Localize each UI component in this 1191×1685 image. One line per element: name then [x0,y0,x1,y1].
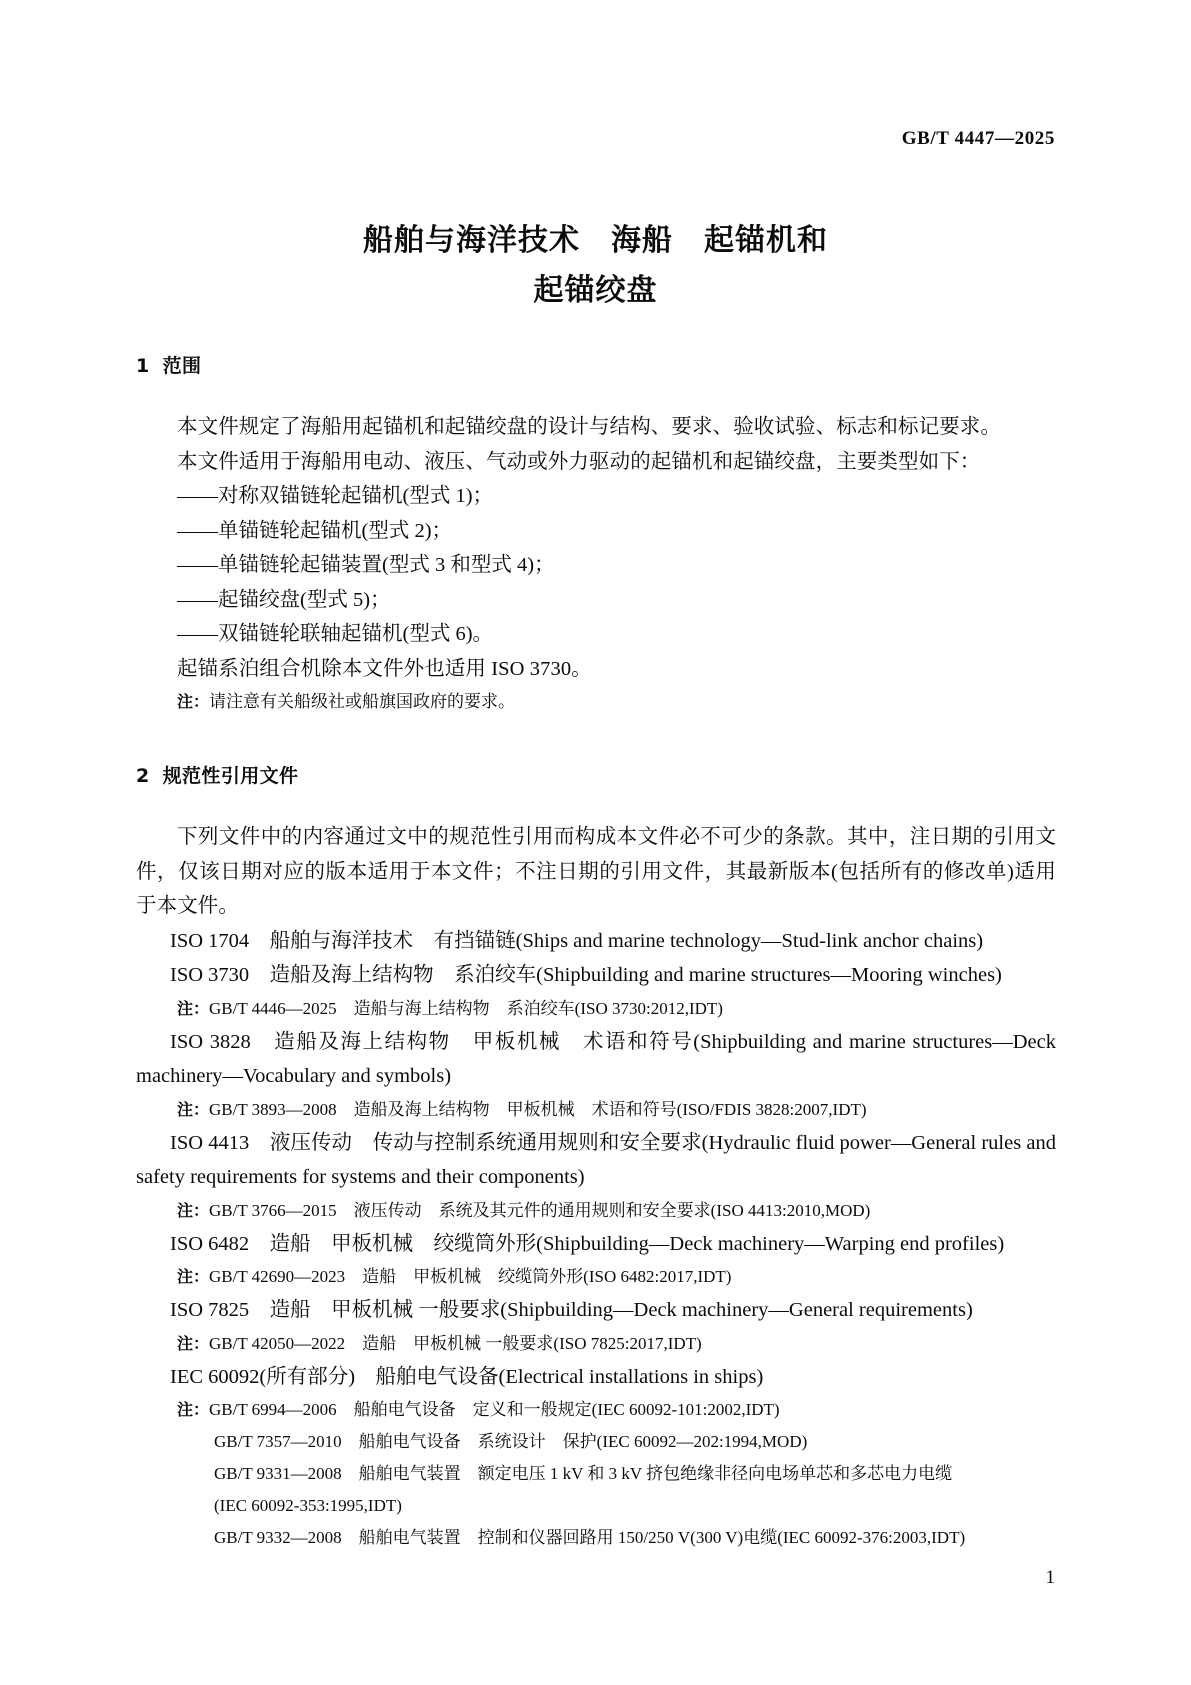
reference-note [136,1328,1056,1360]
note-text: GB/T 6994—2006 船舶电气设备 定义和一般规定(IEC 60092-101:2002,IDT) [209,1400,780,1419]
list-item: ——对称双锚链轮起锚机(型式 1)； [177,485,494,507]
page-title [136,216,1055,316]
list-item: ——双锚链轮联轴起锚机(型式 6)。 [177,623,494,645]
scope-paragraph-2: 本文件适用于海船用电动、液压、气动或外力驱动的起锚机和起锚绞盘，主要类型如下： [177,450,981,473]
scope-note [136,686,1056,718]
clause-number-2: 2 [136,765,150,787]
reference-entry: ISO 1704 船舶与海洋技术 有挡锚链(Ships and marine technology—Stud-link anchor chains) [170,929,984,952]
reference-entry: IEC 60092(所有部分) 船舶电气设备(Electrical installations in ships) [170,1365,764,1388]
reference-entry: ISO 3828 造船及海上结构物 甲板机械 术语和符号(Shipbuilding and marine structures—Deck machinery—Vocabulary and symbols) [136,1030,1056,1087]
document-body [136,352,1056,1554]
reference-entry: ISO 4413 液压传动 传动与控制系统通用规则和安全要求(Hydraulic fluid power—General rules and safety requirements for systems and their components) [136,1131,1056,1188]
reference-entry: ISO 3730 造船及海上结构物 系泊绞车(Shipbuilding and marine structures—Mooring winches) [170,964,1002,986]
scope-paragraph-3: 起锚系泊组合机除本文件外也适用 ISO 3730。 [177,657,592,680]
reference-note-line: GB/T 7357—2010 船舶电气设备 系统设计 保护(IEC 60092—202:1994,MOD) [214,1432,808,1451]
clause-title-1: 范围 [162,355,202,377]
clause-heading-2 [136,762,1056,790]
note-text: GB/T 3893—2008 造船及海上结构物 甲板机械 术语和符号(ISO/FDIS 3828:2007,IDT) [209,1099,867,1119]
list-item: ——单锚链轮起锚机(型式 2)； [177,519,453,542]
note-label: 注： [177,692,210,711]
note-label: 注： [177,1400,210,1419]
reference-note-line: (IEC 60092-353:1995,IDT) [214,1496,402,1515]
reference-note-line: GB/T 9332—2008 船舶电气装置 控制和仪器回路用 150/250 V(300 V)电缆(IEC 60092-376:2003,IDT) [214,1528,966,1547]
list-item: ——单锚链轮起锚装置(型式 3 和型式 4)； [177,554,555,576]
list-item: ——起锚绞盘(型式 5)； [177,588,391,611]
note-label: 注： [177,1333,210,1353]
standard-number-header: GB/T 4447—2025 [901,128,1055,149]
note-label: 注： [177,1267,210,1286]
scope-paragraph-1: 本文件规定了海船用起锚机和起锚绞盘的设计与结构、要求、验收试验、标志和标记要求。 [177,416,1001,438]
reference-note [136,1394,1056,1426]
page-number: 1 [1045,1567,1055,1588]
clause-title-2: 规范性引用文件 [162,765,299,787]
normative-intro: 下列文件中的内容通过文中的规范性引用而构成本文件必不可少的条款。其中，注日期的引用文件，仅该日期对应的版本适用于本文件；不注日期的引用文件，其最新版本(包括所有的修改单)适用于本文件。 [136,826,1056,917]
note-label: 注： [177,998,210,1018]
note-text: GB/T 3766—2015 液压传动 系统及其元件的通用规则和安全要求(ISO 4413:2010,MOD) [209,1200,871,1220]
reference-note [136,1195,1056,1227]
note-text: 请注意有关船级社或船旗国政府的要求。 [209,692,516,711]
reference-note-line: GB/T 9331—2008 船舶电气装置 额定电压 1 kV 和 3 kV 挤包绝缘非径向电场单芯和多芯电力电缆 [214,1464,953,1483]
note-label: 注： [177,1099,210,1119]
reference-entry: ISO 6482 造船 甲板机械 绞缆筒外形(Shipbuilding—Deck machinery—Warping end profiles) [170,1232,1005,1255]
note-label: 注： [177,1200,210,1220]
reference-note [136,1261,1056,1293]
note-text: GB/T 42690—2023 造船 甲板机械 绞缆筒外形(ISO 6482:2017,IDT) [209,1267,732,1286]
note-text: GB/T 42050—2022 造船 甲板机械 一般要求(ISO 7825:2017,IDT) [209,1333,702,1353]
reference-entry: ISO 7825 造船 甲板机械 一般要求(Shipbuilding—Deck machinery—General requirements) [170,1299,973,1321]
clause-number-1: 1 [136,355,150,377]
clause-heading-1 [136,352,1056,380]
document-title-line-2: 起锚绞盘 [533,273,658,308]
note-text: GB/T 4446—2025 造船与海上结构物 系泊绞车(ISO 3730:2012,IDT) [209,998,723,1018]
reference-note [136,1094,1056,1126]
reference-note [136,993,1056,1025]
document-title-line-1: 船舶与海洋技术 海船 起锚机和 [363,223,828,258]
